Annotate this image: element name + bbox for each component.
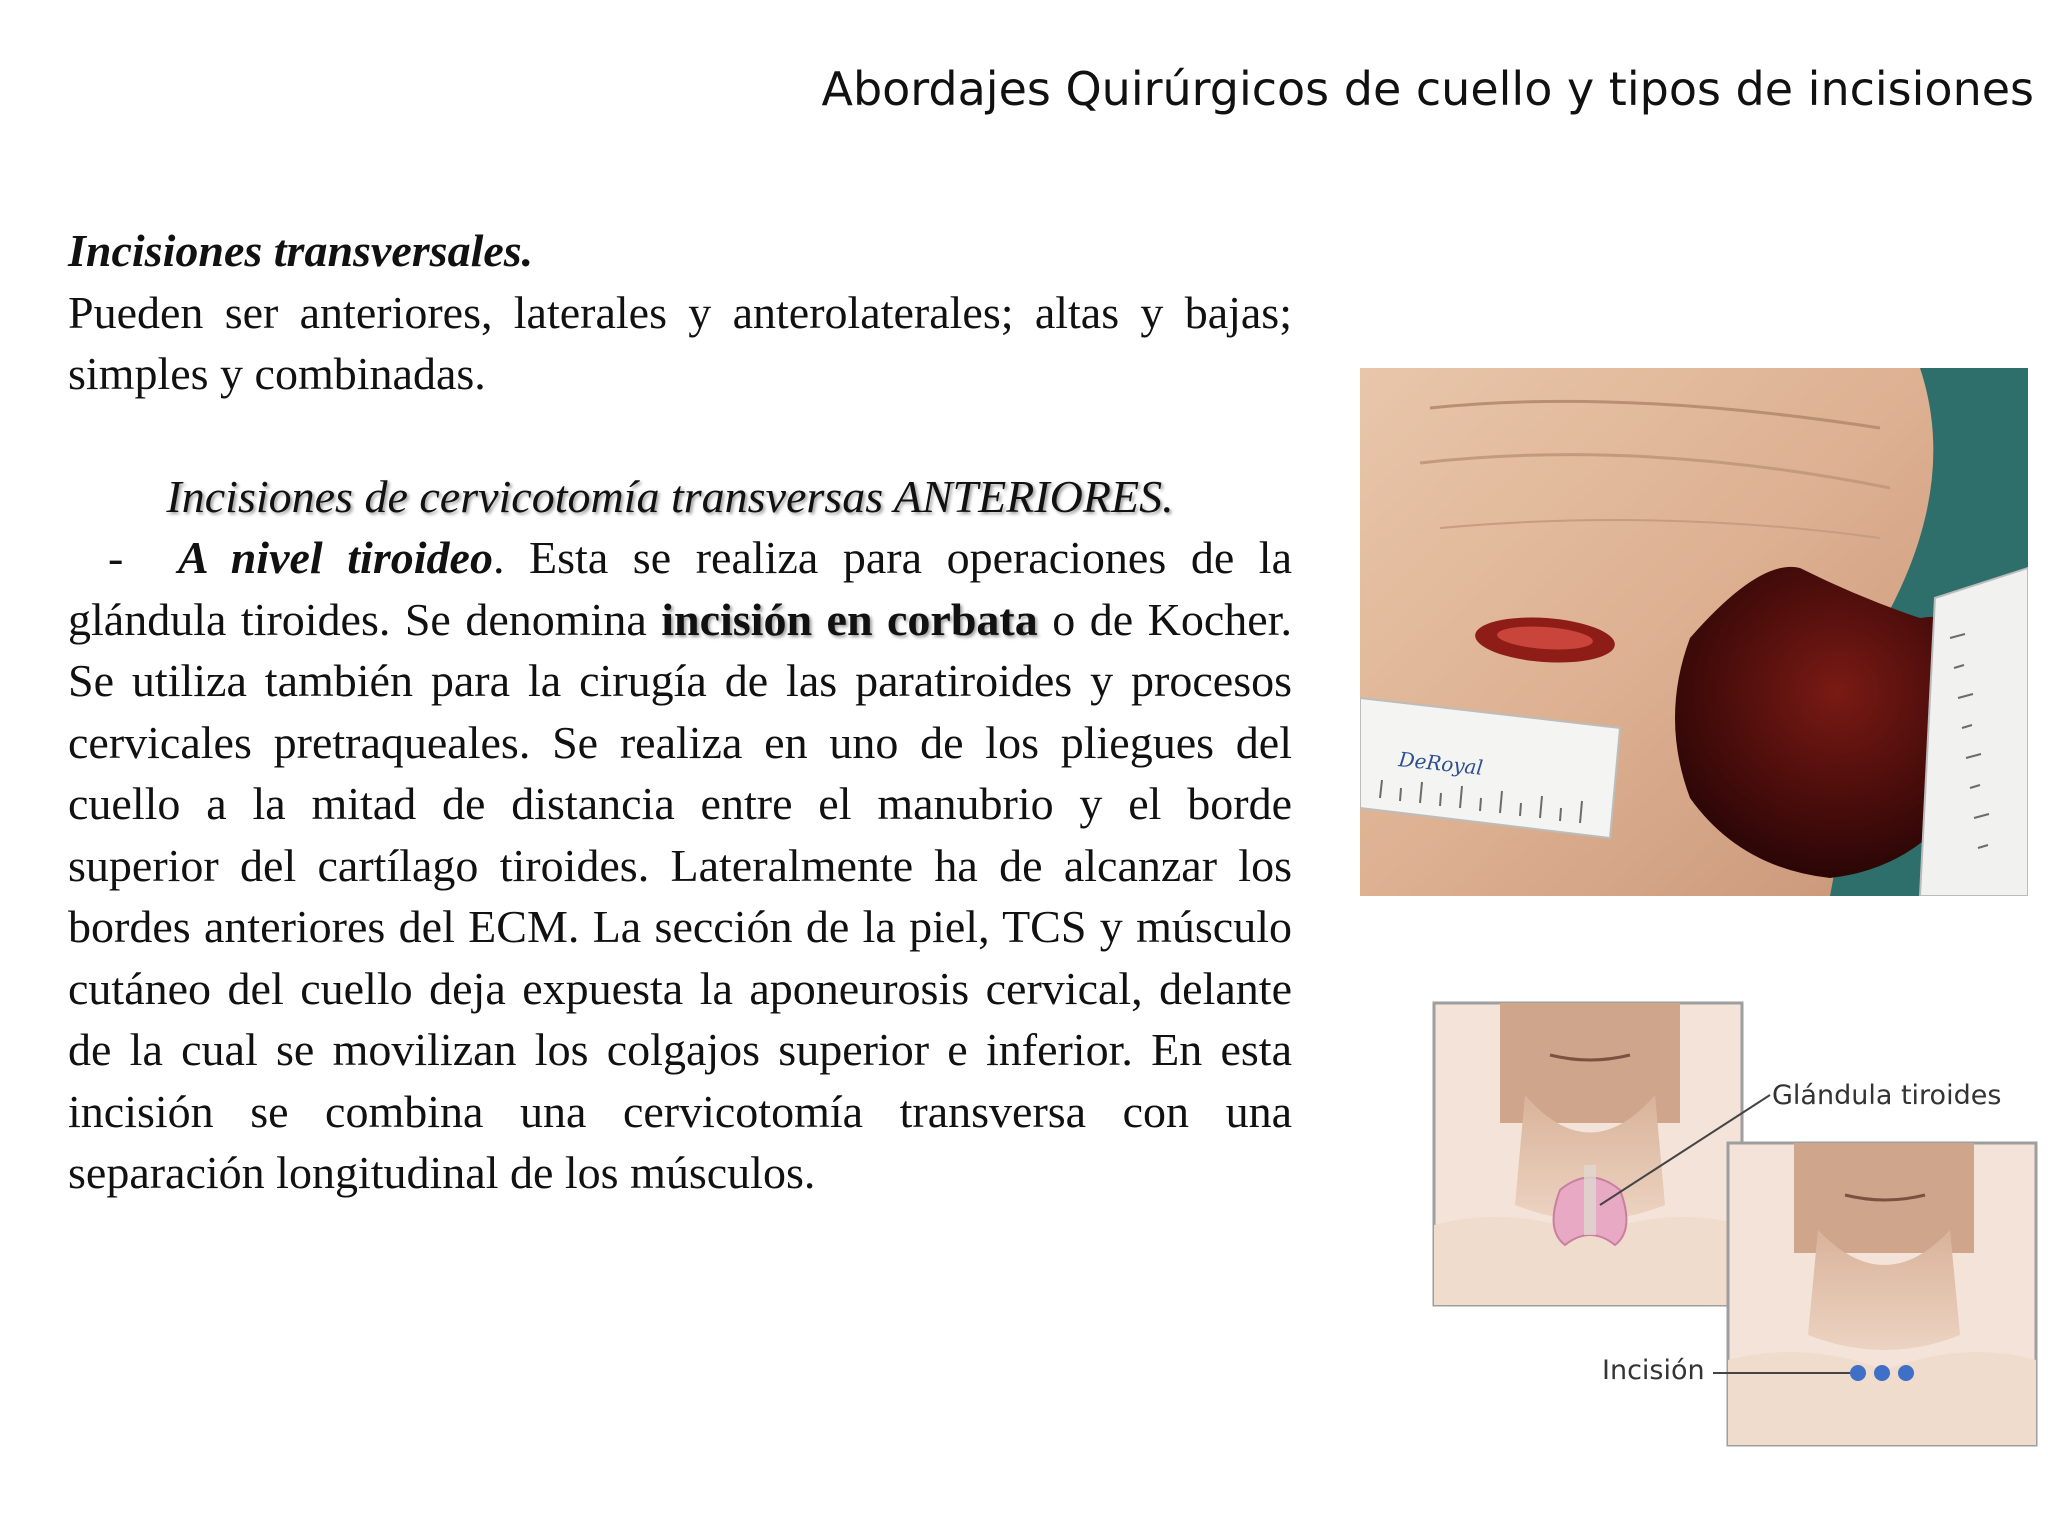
ruler-brand: DeRoyal [1397,747,1485,780]
thyroid-label: Glándula tiroides [1772,1080,2002,1111]
surgical-photo [1360,368,2028,896]
subsection-heading: Incisiones de cervicotomía transversas ANTERIORES. [166,470,1174,522]
body-text [68,220,1292,1204]
bullet-dash: - [108,532,124,583]
bullet-emphasis: incisión en corbata [661,593,1038,645]
incision-label: Incisión [1602,1355,1705,1386]
bullet-text-after: o de Kocher. Se utiliza también para la cirugía de las paratiroides y procesos cervicales pretraqueales. Se realiza en uno de los pliegues del cuello a la mitad de distancia entre el manubrio y el borde superior del cartílago tiroides. Lateralmente ha de alcanzar los bordes anteriores del ECM. La sección de la piel, TCS y músculo cutáneo del cuello deja expuesta la aponeurosis cervical, delante de la cual se movilizan los colgajos superior e inferior. En esta incisión se combina una cervicotomía transversa con una separación longitudinal de los músculos. [68,593,1292,1198]
slide-title: Abordajes Quirúrgicos de cuello y tipos de incisiones [821,62,2034,116]
surgical-photo-illustration [1360,368,2028,896]
intro-paragraph: Pueden ser anteriores, laterales y anterolaterales; altas y bajas; simples y combinadas. [68,286,1292,399]
diagram-illustration [1430,995,2040,1455]
bullet-lead: A nivel tiroideo [178,532,493,583]
thyroid-incision-diagram [1430,995,2040,1455]
bullet-text-before: . Esta se realiza para operaciones de la glándula tiroides. Se denomina [68,532,1293,645]
bullet-paragraph [68,527,1292,1204]
section-heading: Incisiones transversales. [68,225,534,276]
